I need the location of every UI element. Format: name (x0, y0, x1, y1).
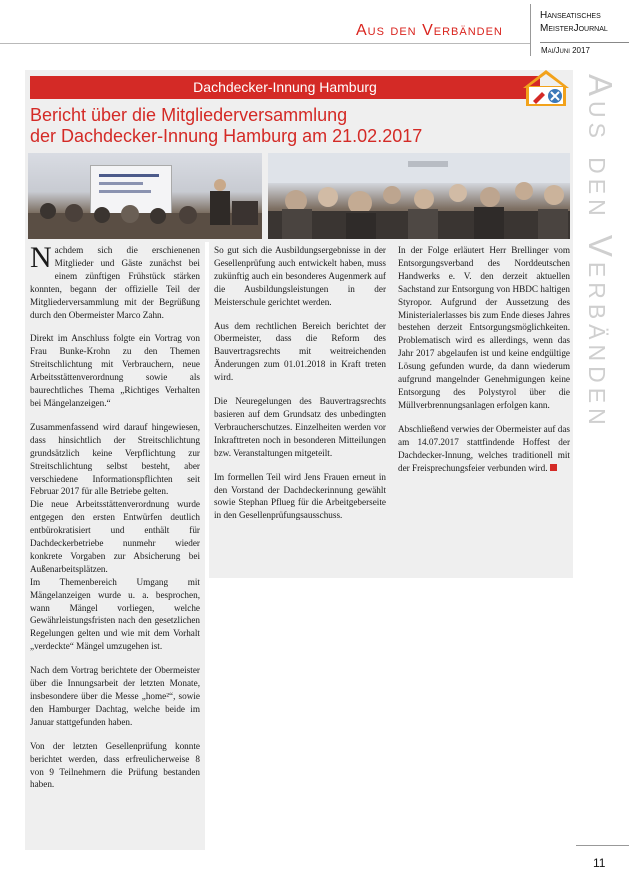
paragraph: Von der letzten Gesellenprüfung konnte berichtet werden, dass erfreulicherweise 8 von 9 Teilnehmern die Prüfung bestanden haben. (30, 740, 200, 790)
paragraph: Im formellen Teil wird Jens Frauen erneut in den Vorstand der Dachdeckerinnung gewählt sowie Stephan Pflueg für die Arbeitgeberseite in den Gesellenprüfungsausschuss. (214, 471, 386, 521)
magazine-title (540, 9, 629, 35)
paragraph: Nachdem sich die erschienenen Mitglieder und Gäste zunächst bei einem zünftigen Frühstück stärken konnten, begann der offizielle Teil der Mitgliederversammlung mit der Begrüßung durch den Obermeister Marco Zahn. (30, 241, 200, 320)
header-divider (530, 4, 531, 56)
headline-line1: Bericht über die Mitgliederversammlung (30, 105, 348, 125)
category-banner: Dachdecker-Innung Hamburg (30, 76, 540, 99)
article-headline (30, 105, 550, 147)
vertical-section-title: Aus den Verbänden (582, 74, 619, 430)
paragraph: In der Folge erläutert Herr Brellinger vom Entsorgungsverband des Norddeutschen Handwerks e. V. den derzeit aktuellen Sachstand zur Entsorgung von HBDC haltigen Styropor. Aufgrund der Aussetzung des Ministerialerlasses bis zum Ende dieses Jahres bestehen derzeit Entsorgungsmöglichkeiten. Problematisch wird es allerdings, wenn das Jahr 2017 abgelaufen ist und keine endgültige Lösung gefunden wurde, da dann wiederum aufgrund mangelnder Genehmigungen keine Entsorgung des Polystyrol über die Müllverbrennungsanlagen erfolgen kann. (398, 245, 570, 410)
magazine-rule (540, 42, 629, 43)
paragraph: Die Neuregelungen des Bauvertragsrechts basieren auf dem Grundsatz des unbedingten Verbraucherschutzes. Einzelheiten werden vor Inkrafttreten noch in besonderen Mitteilungen bzw. Veranstaltungen mitgeteilt. (214, 396, 386, 458)
paragraph: So gut sich die Ausbildungsergebnisse in der Gesellenprüfung auch entwickelt haben, muss zukünftig auch ein besonderes Augenmerk auf die Ausbildungsleistungen in der Meisterschule gerichtet werden. (214, 245, 386, 307)
paragraph: Aus dem rechtlichen Bereich berichtet der Obermeister, dass die Reform des Bauvertragsrechts mit weitreichenden Änderungen zum 01.01.2018 in Kraft treten wird. (214, 320, 386, 383)
audience-photo (268, 153, 570, 239)
paragraph: Abschließend verwies der Obermeister auf das am 14.07.2017 stattfindende Hoffest der Dachdecker-Innung, welches traditionell mit der Freisprechungsfeier verbunden wird. (398, 423, 570, 473)
paragraph: Direkt im Anschluss folgte ein Vortrag von Frau Bunke-Krohn zu den Themen Streitschlichtung mit Verbrauchern, neue Arbeitsstättenverordnung sowie als baurechtliches Thema „Richtiges Verhalten bei Mängelanzeigen.“ (30, 333, 200, 408)
article-column-3 (398, 244, 570, 485)
roof-hammer-logo-icon (520, 66, 572, 108)
presentation-photo (28, 153, 262, 239)
header-rule (0, 43, 530, 44)
article-column-1 (30, 241, 200, 802)
headline-line2: der Dachdecker-Innung Hamburg am 21.02.2017 (30, 126, 423, 146)
empty-area (207, 578, 573, 850)
magazine-title-line2: MeisterJournal (540, 23, 608, 34)
paragraph: Im Themenbereich Umgang mit Mängelanzeigen wurde u. a. besprochen, wann Mängel vorliegen, welche Gewährleistungsfristen nach den gesetzlichen Regelungen gelten und wie mit dem Vorhalt „verdeckte“ Mängel umzugehen ist. (30, 576, 200, 652)
page-number: 11 (593, 856, 606, 870)
issue-date: Mai/Juni 2017 (541, 46, 590, 55)
end-of-article-icon (550, 464, 557, 471)
magazine-title-line1: Hanseatisches (540, 10, 601, 21)
footer-rule (576, 845, 629, 846)
section-label: Aus den Verbänden (356, 22, 503, 39)
paragraph: Nach dem Vortrag berichtete der Obermeister über die Innungsarbeit der letzten Monate, insbesondere über die Messe „home²“, sowie den Hamburger Dachtag, welche beide im Januar stattgefunden haben. (30, 665, 200, 727)
drop-cap: N (30, 241, 52, 274)
article-column-2 (214, 244, 386, 533)
paragraph: Die neue Arbeitsstättenverordnung wurde entgegen den ersten Entwürfen deutlich entbürokratisiert und enthält für Dachdeckerbetriebe nunmehr wieder konkrete Vorgaben zur Absicherung bei Außenarbeitsplätzen. (30, 499, 200, 574)
paragraph: Zusammenfassend wird darauf hingewiesen, dass hinsichtlich der Streitschlichtung grundsätzlich keine Verpflichtung zur Streitschlichtung selbst besteht, aber verschiedene Informationspflichten seit Februar 2017 für alle Betriebe gelten. (30, 421, 200, 497)
